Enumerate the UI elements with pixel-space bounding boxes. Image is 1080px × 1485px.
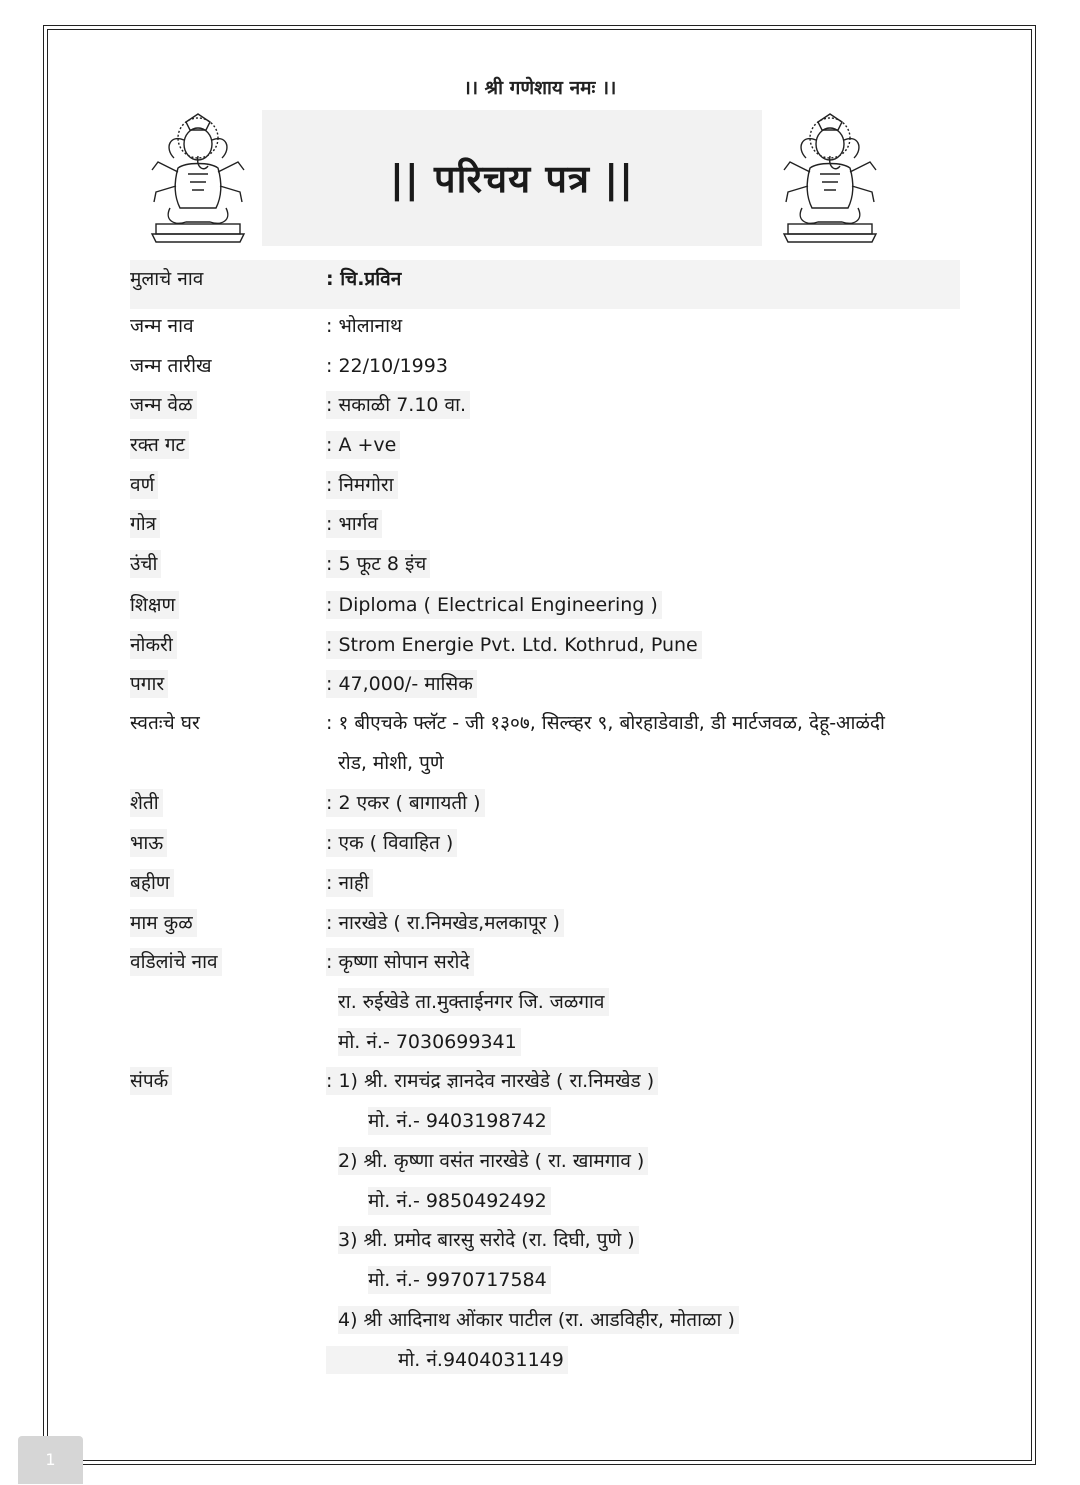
field-label: जन्म वेळ: [130, 391, 197, 419]
field-value: : भोलानाथ: [326, 315, 403, 337]
invocation-heading: ।। श्री गणेशाय नमः ।।: [463, 77, 617, 99]
field-label: मुलाचे नाव: [130, 268, 204, 290]
field-label: स्वतःचे घर: [130, 712, 200, 734]
field-label: बहीण: [130, 869, 174, 897]
contact-row-1: [130, 1062, 960, 1102]
field-value: : नारखेडे ( रा.निमखेड,मलकापूर ): [326, 909, 564, 937]
field-row-name: [130, 260, 960, 309]
field-row-father-phone: [130, 1023, 960, 1063]
field-value: : निमगोरा: [326, 471, 398, 499]
contact-line: 4) श्री आदिनाथ ओंकार पाटील (रा. आडविहीर, मोताळा ): [338, 1306, 739, 1334]
field-row-father-name: [130, 943, 960, 983]
field-value: : एक ( विवाहित ): [326, 829, 457, 857]
field-value: : चि.प्रविन: [326, 268, 402, 290]
field-label: नोकरी: [130, 631, 177, 659]
page-number: 1: [45, 1450, 56, 1469]
field-row-complexion: [130, 466, 960, 506]
contact-phone: मो. नं.9404031149: [326, 1346, 568, 1374]
field-value: : भार्गव: [326, 510, 382, 538]
contact-row-1-phone: [130, 1102, 960, 1142]
field-row-education: [130, 586, 960, 626]
field-row-own-house-cont: [130, 744, 960, 784]
field-label: शिक्षण: [130, 591, 179, 619]
contact-label: संपर्क: [130, 1067, 172, 1095]
field-value: : 22/10/1993: [326, 355, 448, 377]
contact-row-2-phone: [130, 1182, 960, 1222]
field-label: माम कुळ: [130, 909, 197, 937]
field-value: : 2 एकर ( बागायती ): [326, 789, 485, 817]
header-band: [130, 110, 888, 248]
contact-row-3: [130, 1221, 960, 1261]
field-value: : नाही: [326, 869, 373, 897]
ganesha-icon: [134, 112, 262, 244]
field-row-sister: [130, 864, 960, 904]
field-label: शेती: [130, 789, 163, 817]
field-label: गोत्र: [130, 510, 160, 538]
field-value: : कृष्णा सोपान सरोदे: [326, 948, 474, 976]
field-row-brother: [130, 824, 960, 864]
field-value-continued: मो. नं.- 7030699341: [338, 1028, 521, 1056]
field-value: : 5 फूट 8 इंच: [326, 550, 430, 578]
field-label: जन्म नाव: [130, 315, 194, 337]
field-value: : Strom Energie Pvt. Ltd. Kothrud, Pune: [326, 631, 702, 659]
field-row-birth-date: [130, 347, 960, 387]
ganesha-icon: [766, 112, 894, 244]
field-value: : १ बीएचके फ्लॅट - जी १३०७, सिल्व्हर ९, बोरहाडेवाडी, डी मार्टजवळ, देहू-आळंदी: [326, 712, 885, 734]
page-title: || परिचय पत्र ||: [390, 157, 634, 201]
field-label: वडिलांचे नाव: [130, 948, 222, 976]
contact-phone: मो. नं.- 9403198742: [368, 1107, 551, 1135]
field-row-own-house: [130, 704, 960, 744]
contact-row-3-phone: [130, 1261, 960, 1301]
field-row-salary: [130, 665, 960, 705]
contact-phone: मो. नं.- 9850492492: [368, 1187, 551, 1215]
contact-row-4-phone: [130, 1341, 960, 1381]
field-row-maternal-clan: [130, 904, 960, 944]
contact-row-4: [130, 1301, 960, 1341]
field-row-job: [130, 626, 960, 666]
field-label: भाऊ: [130, 829, 167, 857]
field-label: पगार: [130, 670, 168, 698]
field-label: वर्ण: [130, 471, 158, 499]
field-value-continued: रोड, मोशी, पुणे: [338, 752, 444, 774]
contact-line: : 1) श्री. रामचंद्र ज्ञानदेव नारखेडे ( रा.निमखेड ): [326, 1067, 658, 1095]
field-value: : Diploma ( Electrical Engineering ): [326, 591, 662, 619]
contact-line: 2) श्री. कृष्णा वसंत नारखेडे ( रा. खामगाव ): [338, 1147, 648, 1175]
contact-phone: मो. नं.- 9970717584: [368, 1266, 551, 1294]
field-value-continued: रा. रुईखेडे ता.मुक्ताईनगर जि. जळगाव: [338, 988, 609, 1016]
field-row-birth-time: [130, 386, 960, 426]
field-value: : 47,000/- मासिक: [326, 670, 477, 698]
field-row-blood-group: [130, 426, 960, 466]
field-label: जन्म तारीख: [130, 355, 212, 377]
page-number-tab[interactable]: [18, 1436, 83, 1484]
field-value: : A +ve: [326, 431, 400, 459]
field-label: रक्त गट: [130, 431, 189, 459]
field-value: : सकाळी 7.10 वा.: [326, 391, 470, 419]
field-label: उंची: [130, 550, 161, 578]
field-row-birth-name: [130, 307, 960, 347]
field-row-farm: [130, 784, 960, 824]
contact-line: 3) श्री. प्रमोद बारसु सरोदे (रा. दिघी, पुणे ): [338, 1226, 639, 1254]
field-row-gotra: [130, 505, 960, 545]
field-row-father-address: [130, 983, 960, 1023]
contact-row-2: [130, 1142, 960, 1182]
field-row-height: [130, 545, 960, 585]
